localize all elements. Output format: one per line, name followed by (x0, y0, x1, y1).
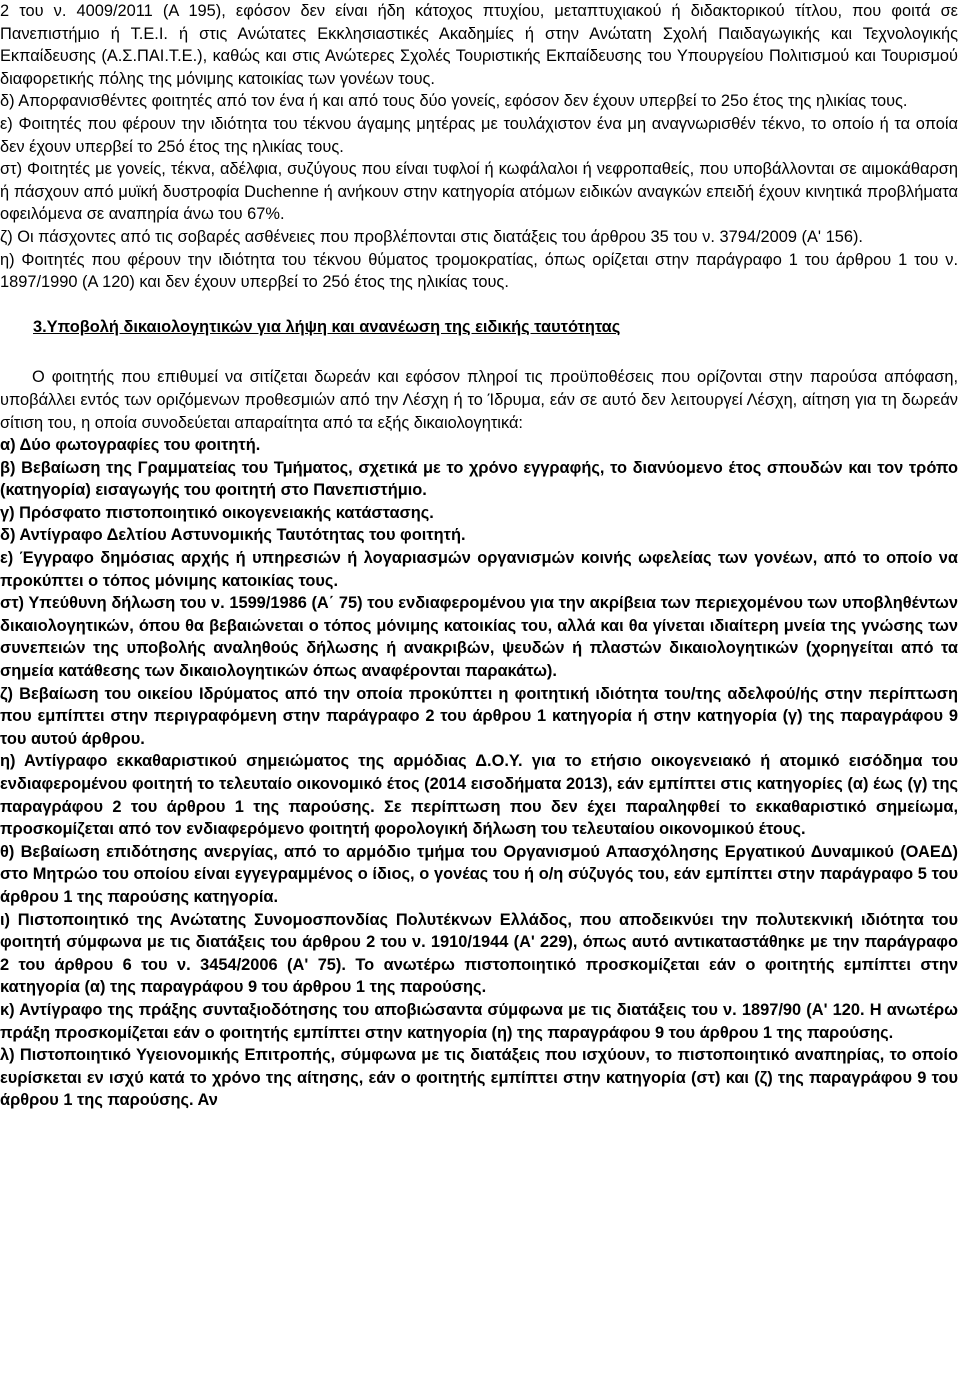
document-item-a: α) Δύο φωτογραφίες του φοιτητή. (0, 436, 261, 455)
document-item-iota: ι) Πιστοποιητικό της Ανώτατης Συνομοσπονδίας Πολυτέκνων Ελλάδος, που αποδεικνύει την πολυτεκνική ιδιότητα του φοιτητή σύμφωνα με τις διατάξεις του άρθρου 2 του ν. 1910/1944 (Α' 229), όπως αυτό αντικαταστάθηκε με την παράγραφο 2 του άρθρου 6 του ν. 3454/2006 (Α' 75). Το ανωτέρω πιστοποιητικό προσκομίζεται εάν ο φοιτητής εμπίπτει στην κατηγορία (α) της παραγράφου 9 του άρθρου 1 της παρούσης. (0, 910, 958, 997)
document-item-e: ε) Έγγραφο δημόσιας αρχής ή υπηρεσιών ή λογαριασμών οργανισμών κοινής ωφελείας των γονέων, από το οποίο να προκύπτει ο τόπος μόνιμης κατοικίας τους. (0, 549, 958, 590)
paragraph-item-z: ζ) Οι πάσχοντες από τις σοβαρές ασθένειες που προβλέπονται στις διατάξεις του άρθρου 35 του ν. 3794/2009 (Α' 156). (0, 227, 863, 246)
intro-paragraph: Ο φοιτητής που επιθυμεί να σιτίζεται δωρεάν και εφόσον πληροί τις προϋποθέσεις που ορίζονται στην παρούσα απόφαση, υποβάλλει εντός των οριζόμενων προθεσμιών από την Λέσχη ή το Ίδρυμα, εάν σε αυτό δεν λειτουργεί Λέσχη, αίτηση για τη δωρεάν σίτιση του, η οποία συνοδεύεται απαραίτητα από τα εξής δικαιολογητικά: (0, 368, 958, 432)
document-item-k: κ) Αντίγραφο της πράξης συνταξιοδότησης του αποβιώσαντα σύμφωνα με τις διατάξεις του ν. 1897/90 (Α' 120. Η ανωτέρω πράξη προσκομίζεται εάν ο φοιτητής εμπίπτει στην κατηγορία (η) της παραγράφου 9 του άρθρου 1 της παρούσης. (0, 1000, 958, 1042)
document-item-z: ζ) Βεβαίωση του οικείου Ιδρύματος από την οποία προκύπτει η φοιτητική ιδιότητα του/της αδελφού/ής στην περίπτωση που εμπίπτει στην περιγραφόμενη στην παράγραφο 2 του άρθρου 1 κατηγορία ή στην κατηγορία (γ) της παραγράφου 9 του αυτού άρθρου. (0, 684, 958, 748)
paragraph-item-i: η) Φοιτητές που φέρουν την ιδιότητα του τέκνου θύματος τρομοκρατίας, όπως ορίζεται στην παράγραφο 1 του άρθρου 1 του ν. 1897/1990 (Α 120) και δεν έχουν υπερβεί το 25ό έτος της ηλικίας τους. (0, 250, 958, 292)
document-item-st: στ) Υπεύθυνη δήλωση του ν. 1599/1986 (Α΄ 75) του ενδιαφερομένου για την ακρίβεια των περιεχομένου των υποβληθέντων δικαιολογητικών, όπου θα βεβαιώνεται ο τόπος μόνιμης κατοικίας του, αλλά και θα γίνεται ιδιαίτερη μνεία της γνώσης των συνεπειών της υποβολής αναληθούς δήλωσης ή ανακριβών, ψευδών ή πλαστών δικαιολογητικών (χορηγείται από τα σημεία κατάθεσης των δικαιολογητικών όπως αναφέρονται παρακάτω). (0, 594, 958, 681)
paragraph-continuation: 2 του ν. 4009/2011 (Α 195), εφόσον δεν είναι ήδη κάτοχος πτυχίου, μεταπτυχιακού ή διδακτορικού τίτλου, που φοιτά σε Πανεπιστήμιο ή Τ.Ε.Ι. ή στις Ανώτατες Εκκλησιαστικές Ακαδημίες ή στην Ανώτατη Σχολή Παιδαγωγικής και Τεχνολογικής Εκπαίδευσης (Α.Σ.ΠΑΙ.Τ.Ε.), καθώς και στις Ανώτερες Σχολές Τουριστικής Εκπαίδευσης του Υπουργείου Πολιτισμού και Τουρισμού διαφορετικής πόλης της μόνιμης κατοικίας των γονέων τους. (0, 2, 958, 88)
document-item-b: β) Βεβαίωση της Γραμματείας του Τμήματος, σχετικά με το χρόνο εγγραφής, το διανύομενο έτος σπουδών και τον τρόπο (κατηγορία) εισαγωγής του φοιτητή στο Πανεπιστήμιο. (0, 458, 958, 500)
document-item-d: δ) Αντίγραφο Δελτίου Αστυνομικής Ταυτότητας του φοιτητή. (0, 526, 466, 545)
section-heading: 3.Υποβολή δικαιολογητικών για λήψη και ανανέωση της ειδικής ταυτότητας (33, 317, 621, 336)
paragraph-item-e: ε) Φοιτητές που φέρουν την ιδιότητα του τέκνου άγαμης μητέρας με τουλάχιστον ένα μη αναγνωρισθέν τέκνο, το οποίο ή τα οποία δεν έχουν υπερβεί το 25ό έτος της ηλικίας τους. (0, 114, 958, 156)
document-item-c: γ) Πρόσφατο πιστοποιητικό οικογενειακής κατάστασης. (0, 503, 434, 522)
paragraph-item-d: δ) Απορφανισθέντες φοιτητές από τον ένα ή και από τους δύο γονείς, εφόσον δεν έχουν υπερβεί το 25ο έτος της ηλικίας τους. (0, 92, 908, 111)
document-item-i: η) Αντίγραφο εκκαθαριστικού σημειώματος της αρμόδιας Δ.Ο.Υ. για το ετήσιο οικογενειακό ή ατομικό εισόδημα του ενδιαφερομένου φοιτητή το τελευταίο οικονομικό έτος (2014 εισοδήματα 2013), εάν εμπίπτει στις κατηγορίες (α) έως (γ) της παραγράφου 2 του άρθρου 1 της παρούσης. Σε περίπτωση που δεν έχει παραληφθεί το εκκαθαριστικό σημείωμα, προσκομίζεται από τον ενδιαφερόμενο φοιτητή φορολογική δήλωση του τελευταίου οικονομικού έτους. (0, 752, 958, 839)
document-item-th: θ) Βεβαίωση επιδότησης ανεργίας, από το αρμόδιο τμήμα του Οργανισμού Απασχόλησης Εργατικού Δυναμικού (ΟΑΕΔ) στο Μητρώο του οποίου είναι εγγεγραμμένος ο ίδιος, ο γονέας του ή ο/η σύζυγός του, εάν εμπίπτει στην παράγραφο 5 του άρθρου 1 της παρούσης κατηγορία. (0, 842, 958, 906)
paragraph-item-st: στ) Φοιτητές με γονείς, τέκνα, αδέλφια, συζύγους που είναι τυφλοί ή κωφάλαλοι ή νεφροπαθείς, που υποβάλλονται σε αιμοκάθαρση ή πάσχουν από μυϊκή δυστροφία Duchenne ή ανήκουν στην κατηγορία ατόμων ειδικών αναγκών επειδή έχουν κινητικά προβλήματα οφειλόμενα σε αναπηρία άνω του 67%. (0, 160, 958, 224)
document-item-l: λ) Πιστοποιητικό Υγειονομικής Επιτροπής, σύμφωνα με τις διατάξεις που ισχύουν, το πιστοποιητικό αναπηρίας, το οποίο ευρίσκεται εν ισχύ κατά το χρόνο της αίτησης, εάν ο φοιτητής εμπίπτει στην κατηγορία (στ) και (ζ) της παραγράφου 9 του άρθρου 1 της παρούσης. Αν (0, 1046, 958, 1110)
